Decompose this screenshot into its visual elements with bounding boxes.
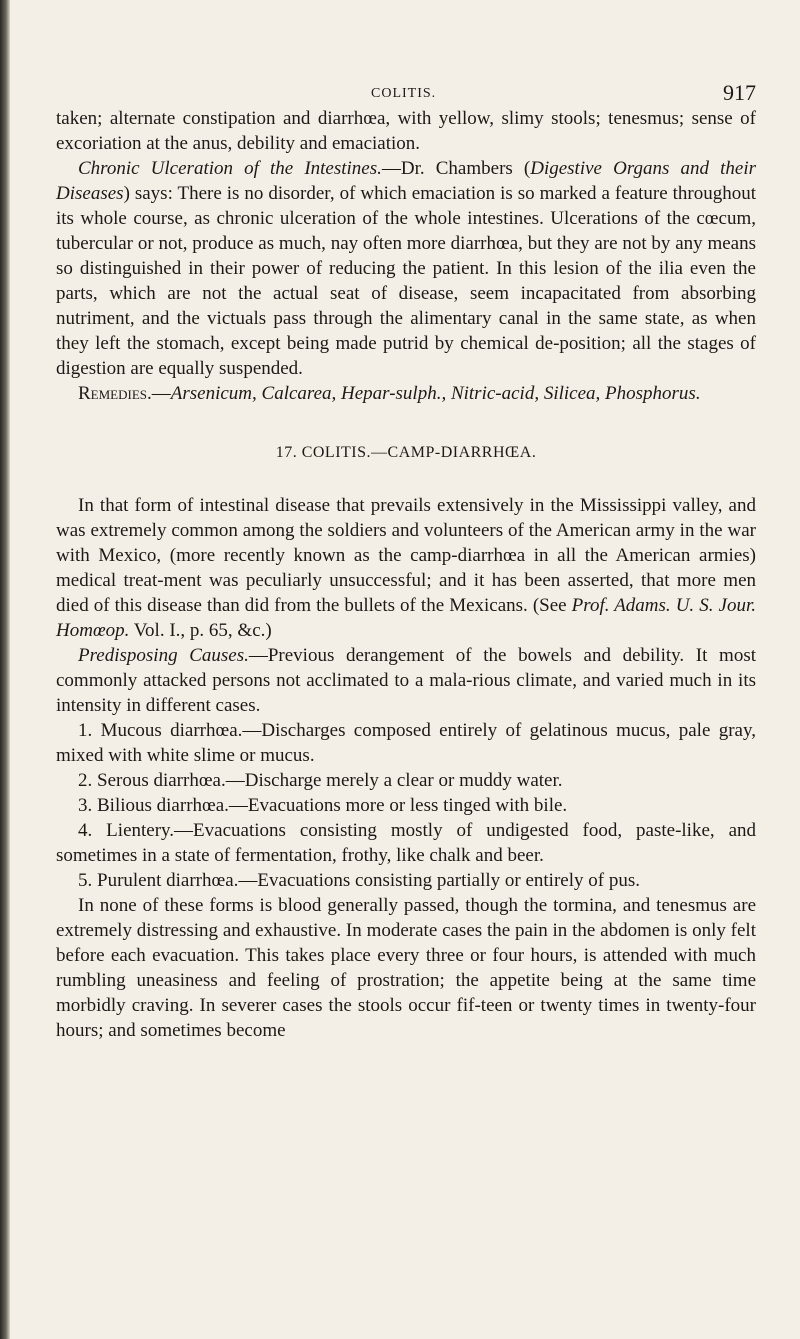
- list-item: 2. Serous diarrhœa.—Discharge merely a clear or muddy water.: [78, 770, 563, 791]
- list-item: 4. Lientery.—Evacuations consisting mostly of undigested food, paste-like, and sometimes in a state of fermentation, frothy, like chalk and beer.: [56, 820, 756, 866]
- page-number: 917: [723, 80, 756, 105]
- list-item: 1. Mucous diarrhœa.—Discharges composed entirely of gelatinous mucus, pale gray, mixed with white slime or mucus.: [56, 720, 756, 766]
- list-item: 5. Purulent diarrhœa.—Evacuations consisting partially or entirely of pus.: [78, 870, 640, 891]
- subsection-title: Chronic Ulceration of the Intestines.: [78, 158, 382, 179]
- section-heading: 17. COLITIS.—CAMP-DIARRHŒA.: [275, 444, 537, 461]
- paragraph-symptoms: In none of these forms is blood generally passed, though the tormina, and tenesmus are extremely distressing and exhaustive. In moderate cases the pain in the abdomen is only felt before each evacuation. This takes place every three or four hours, is attended with much rumbling uneasiness and feeling of prostration; the appetite being at the same time morbidly craving. In severer cases the stools occur fif-teen or twenty times in twenty-four hours; and sometimes become: [56, 895, 756, 1041]
- paragraph-predisposing-causes: Predisposing Causes.—Previous derangement of the bowels and debility. It most commonly attacked persons not acclimated to a mala-rious climate, and varied much in its intensity in different cases.: [56, 645, 756, 716]
- book-title: Digestive Organs and their Diseases: [56, 158, 756, 204]
- remedies-list: Arsenicum, Calcarea, Hepar-sulph., Nitric-acid, Silicea, Phosphorus.: [170, 383, 701, 404]
- book-page: [56, 0, 756, 1043]
- book-binding-edge: [0, 0, 10, 1339]
- running-head-title: COLITIS.: [371, 86, 437, 101]
- paragraph-camp-diarrhoea: In that form of intestinal disease that prevails extensively in the Mississippi valley, and was extremely common among the soldiers and volunteers of the American army in the war with Mexico, (more recently known as the camp-diarrhœa in all the American armies) medical treat-ment was peculiarly unsuccessful; and it has been asserted, that more men died of this disease than did from the bullets of the Mexicans. (See Prof. Adams. U. S. Jour. Homœop. Vol. I., p. 65, &c.): [56, 495, 756, 641]
- body-text: [56, 106, 756, 1043]
- paragraph-continuation: taken; alternate constipation and diarrhœa, with yellow, slimy stools; tenesmus; sense of excoriation at the anus, debility and emaciation.: [56, 108, 756, 154]
- citation: Prof. Adams. U. S. Jour. Homœop.: [56, 595, 756, 641]
- paragraph-chronic-ulceration: Chronic Ulceration of the Intestines.—Dr. Chambers (Digestive Organs and their Diseases) says: There is no disorder, of which emaciation is so marked a feature throughout its whole course, as chronic ulceration of the whole intestines. Ulcerations of the cœcum, tubercular or not, produce as much, nay often more diarrhœa, but they are not by any means so distinguished in their power of reducing the patient. In this lesion of the ilia even the parts, which are not the actual seat of disease, seem incapacitated from absorbing nutriment, and the victuals pass through the alimentary canal in the same state, as when they left the stomach, except being made putrid by chemical de-position; all the stages of digestion are equally suspended.: [56, 158, 756, 379]
- subsection-title: Predisposing Causes.: [78, 645, 249, 666]
- list-item: 3. Bilious diarrhœa.—Evacuations more or less tinged with bile.: [78, 795, 568, 816]
- remedies-paragraph: Remedies.—Arsenicum, Calcarea, Hepar-sulph., Nitric-acid, Silicea, Phosphorus.: [78, 383, 701, 404]
- running-head: [56, 0, 756, 105]
- remedies-label: Remedies.: [78, 383, 152, 404]
